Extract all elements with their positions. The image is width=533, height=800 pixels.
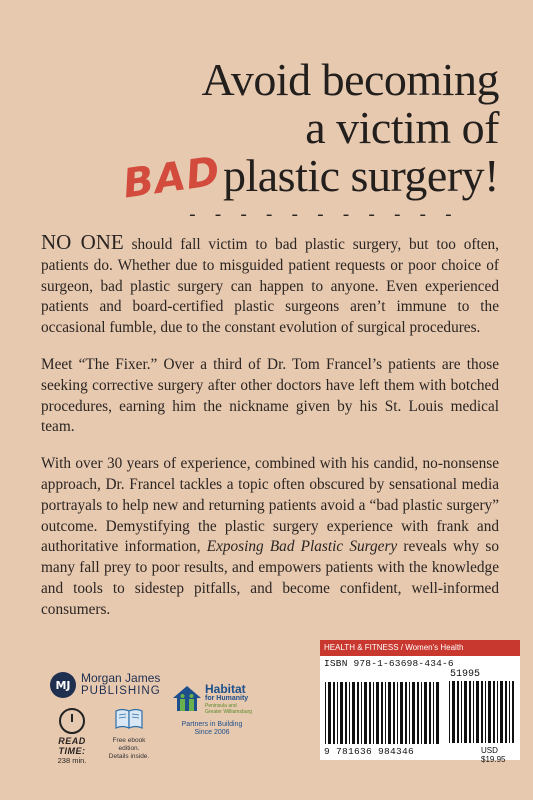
barcode-bar [397, 682, 398, 744]
barcode-bar [452, 681, 455, 743]
barcode-bar [393, 682, 395, 744]
barcode-bar [505, 681, 507, 743]
barcode-bar [349, 682, 350, 744]
publisher-logo [50, 672, 161, 698]
isbn-barcode [324, 682, 442, 744]
headline-line-3-text: plastic surgery! [222, 150, 499, 201]
barcode-bar [493, 681, 495, 743]
category-label: HEALTH & FITNESS / Women's Health [320, 640, 520, 656]
barcode-bar [352, 682, 355, 744]
barcode-bar [481, 681, 483, 743]
habitat-partners-1: Partners in Building [181, 721, 243, 728]
barcode-bar [364, 682, 367, 744]
barcode-bar [461, 681, 462, 743]
barcode-bar [464, 681, 467, 743]
barcode-bar [436, 682, 439, 744]
habitat-logo-row [172, 684, 262, 715]
barcode-bar [357, 682, 359, 744]
barcode-number: 9 781636 984346 [324, 746, 415, 757]
barcode-bar [417, 682, 419, 744]
barcode-bar [512, 681, 514, 743]
publisher-name-sub: PUBLISHING [81, 685, 161, 697]
barcode-bar [333, 682, 335, 744]
barcode-bar [337, 682, 338, 744]
blurb-paragraph-2: Meet “The Fixer.” Over a third of Dr. Tom Francel’s patients are those seeking corrective surgery after other doctors have left them with botched procedures, earning him the nickname given by his St. Louis medical team. [41, 355, 499, 436]
headline [79, 54, 499, 208]
barcode-bar [381, 682, 383, 744]
barcode-bar [412, 682, 415, 744]
stopwatch-icon [59, 708, 85, 734]
habitat-sub-2: Greater Williamsburg [205, 709, 252, 715]
habitat-name-main: Habitat [205, 682, 246, 696]
blurb-lead-in: NO ONE [41, 230, 124, 254]
publisher-name-main: Morgan James [81, 671, 161, 685]
barcode-bar [340, 682, 343, 744]
barcode-bar [376, 682, 379, 744]
barcode-bar [429, 682, 431, 744]
blurb-paragraph-1 [41, 232, 499, 339]
habitat-partners-2: Since 2006 [194, 729, 230, 736]
headline-line-3 [79, 148, 499, 208]
isbn-text: ISBN 978-1-63698-434-6 [324, 658, 454, 669]
headline-line-1: Avoid becoming [201, 54, 499, 105]
habitat-text [205, 684, 252, 715]
ebook-line-2: Details inside. [108, 753, 150, 760]
barcode-bar [497, 681, 498, 743]
barcode-bar [400, 682, 403, 744]
habitat-for: for Humanity [205, 695, 249, 702]
blurb-paragraph-3-start: With over 30 years of experience, combined with his candid, no-nonsense approach, Dr. Francel tackles a topic often obscured by sensational media portrayals to help new and returning patients avoid a “bad plastic surgery” outcome. Demystifying the plastic surgery experience with frank and authoritative information, [41, 455, 499, 556]
barcode-box [320, 640, 520, 764]
barcode-bar [476, 681, 479, 743]
barcode-bar [488, 681, 491, 743]
barcode-bar [509, 681, 510, 743]
barcode-bar [388, 682, 391, 744]
read-time-minutes: 238 min. [57, 756, 87, 765]
barcode-bar [457, 681, 459, 743]
read-time-badge [47, 708, 97, 765]
habitat-sub-1: Peninsula and [205, 703, 237, 709]
barcode-bar [473, 681, 474, 743]
read-time-label: READ TIME: [58, 736, 86, 756]
barcode-bar [433, 682, 434, 744]
price-code: 51995 [450, 669, 481, 680]
barcode-bar [469, 681, 471, 743]
bad-accent-word: BAD [120, 148, 224, 208]
barcode-bar [421, 682, 422, 744]
habitat-partners [172, 721, 252, 737]
house-people-icon [172, 684, 202, 712]
ebook-badge [104, 708, 154, 761]
blurb-paragraph-1-text: should fall victim to bad plastic surgery, but too often, patients do. Whether due to misguided patient requests or poor choice of surgeon, bad plastic surgery can happen to anyone. Even experienced patients and board-certified plastic surgeons aren’t immune to the occasional fumble, due to the constant evolution of surgical procedures. [41, 236, 499, 337]
barcode-bar [500, 681, 503, 743]
price-label: USD $19.95 [481, 746, 506, 764]
barcode-bar [485, 681, 486, 743]
open-book-icon [114, 708, 144, 730]
barcode-bar [345, 682, 347, 744]
ebook-line-1: Free ebook edition. [112, 737, 146, 752]
habitat-logo [172, 684, 262, 737]
barcode-bar [385, 682, 386, 744]
barcode-bar [361, 682, 362, 744]
headline-line-2: a victim of [305, 102, 499, 153]
blurb-paragraph-3-end: reveals why so many fall prey to poor results, and empowers patients with the knowledge and tools to sidestep pitfalls, and become confident, well-informed consumers. [41, 538, 499, 618]
price-barcode [448, 681, 516, 743]
headline-divider: - - - - - - - - - - - [187, 206, 456, 226]
barcode-bar [405, 682, 407, 744]
blurb-paragraph-3 [41, 454, 499, 620]
barcode-bar [373, 682, 374, 744]
book-title-reference: Exposing Bad Plastic Surgery [206, 538, 398, 556]
barcode-bar [328, 682, 331, 744]
publisher-logo-icon: MJ [50, 672, 76, 698]
barcode-bar [409, 682, 410, 744]
barcode-bar [424, 682, 427, 744]
barcode-bar [325, 682, 326, 744]
publisher-name [81, 672, 161, 698]
blurb [41, 232, 499, 637]
barcode-bar [449, 681, 450, 743]
habitat-name [205, 684, 252, 703]
barcode-bar [369, 682, 371, 744]
